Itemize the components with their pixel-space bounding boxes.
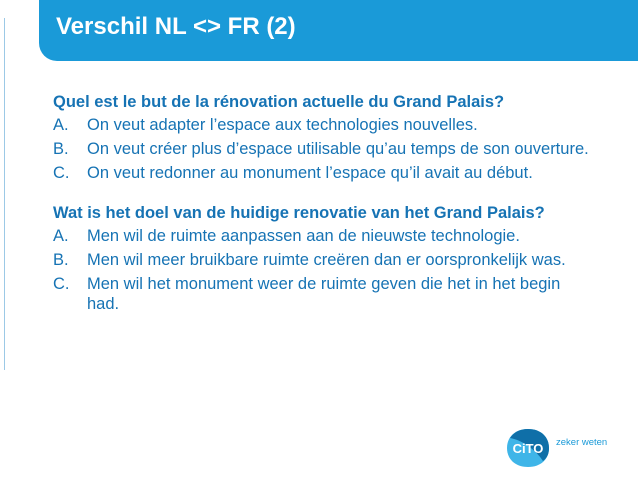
option-letter: B. (53, 140, 69, 158)
slide-title: Verschil NL <> FR (2) (56, 13, 296, 40)
option-item (53, 163, 593, 183)
option-item (53, 139, 593, 159)
logo-tagline: zeker weten (556, 437, 608, 448)
cito-logo (506, 428, 550, 468)
option-item (53, 226, 593, 246)
option-letter: B. (53, 251, 69, 269)
option-text: Men wil het monument weer de ruimte geven die het in het begin had. (87, 275, 561, 313)
question-nl: Wat is het doel van de huidige renovatie van het Grand Palais? (53, 204, 545, 222)
left-border-line (4, 18, 5, 370)
option-letter: C. (53, 275, 70, 293)
question-block-fr (53, 92, 593, 183)
question-fr: Quel est le but de la rénovation actuelle du Grand Palais? (53, 93, 505, 111)
logo-text: CiTO (512, 441, 544, 456)
option-letter: A. (53, 116, 69, 134)
option-letter: A. (53, 227, 69, 245)
option-item (53, 250, 593, 270)
option-text: On veut redonner au monument l’espace qu’il avait au début. (87, 164, 533, 182)
option-text: On veut créer plus d’espace utilisable qu’au temps de son ouverture. (87, 140, 589, 158)
options-list-fr (53, 115, 593, 183)
option-text: Men wil de ruimte aanpassen aan de nieuwste technologie. (87, 227, 520, 245)
option-text: On veut adapter l’espace aux technologies nouvelles. (87, 116, 478, 134)
options-list-nl (53, 226, 593, 314)
option-item (53, 115, 593, 135)
question-block-nl (53, 203, 593, 314)
option-item (53, 274, 593, 314)
option-text: Men wil meer bruikbare ruimte creëren dan er oorspronkelijk was. (87, 251, 566, 269)
option-letter: C. (53, 164, 70, 182)
slide-content (53, 92, 593, 318)
title-bar (39, 0, 638, 61)
